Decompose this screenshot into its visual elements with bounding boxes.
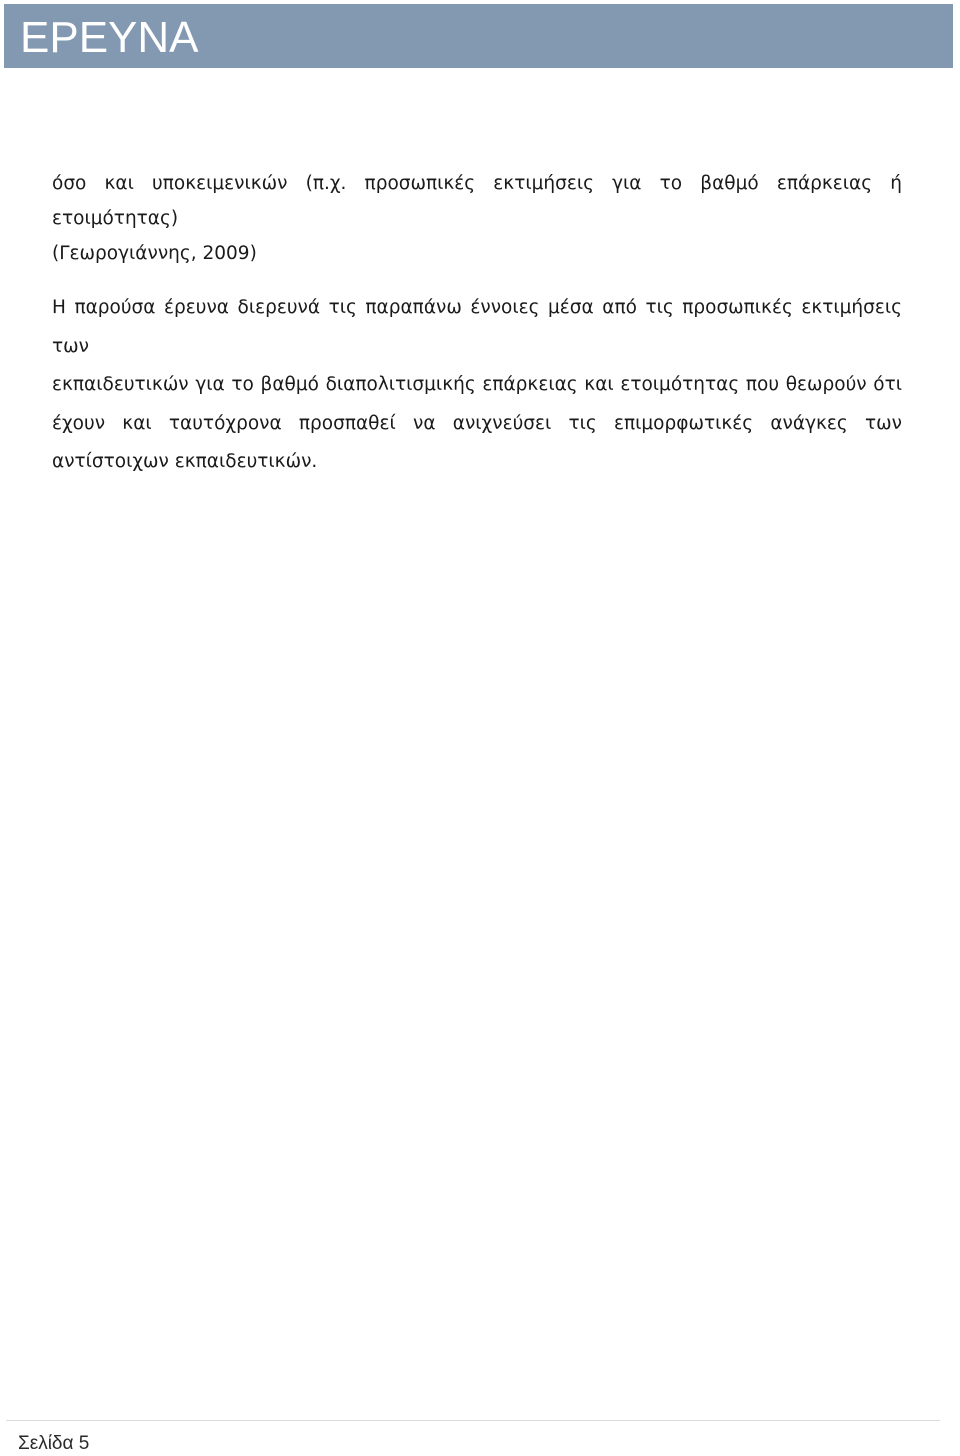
paragraph-1-line-1: όσο και υποκειμενικών (π.χ. προσωπικές εκτιμήσεις για το βαθμό επάρκειας ή ετοιμότητας) xyxy=(52,173,902,229)
paragraph-2 xyxy=(52,289,902,482)
paragraph-2-line-2: εκπαιδευτικών για το βαθμό διαπολιτισμικής επάρκειας και ετοιμότητας που θεωρούν ότι xyxy=(52,374,902,395)
document-body xyxy=(52,166,902,482)
header-bar xyxy=(4,4,953,68)
paragraph-2-line-3: έχουν και ταυτόχρονα προσπαθεί να ανιχνεύσει τις επιμορφωτικές ανάγκες των xyxy=(52,412,902,434)
page-number: Σελίδα 5 xyxy=(18,1433,90,1454)
footer-divider xyxy=(6,1420,940,1421)
paragraph-1-line-2: (Γεωρογιάννης, 2009) xyxy=(52,243,257,264)
paragraph-2-line-1: Η παρούσα έρευνα διερευνά τις παραπάνω έννοιες μέσα από τις προσωπικές εκτιμήσεις των xyxy=(52,297,902,357)
paragraph-1 xyxy=(52,166,902,271)
paragraph-2-line-4: αντίστοιχων εκπαιδευτικών. xyxy=(52,451,318,472)
page-title: ΕΡΕΥΝΑ xyxy=(20,13,199,62)
